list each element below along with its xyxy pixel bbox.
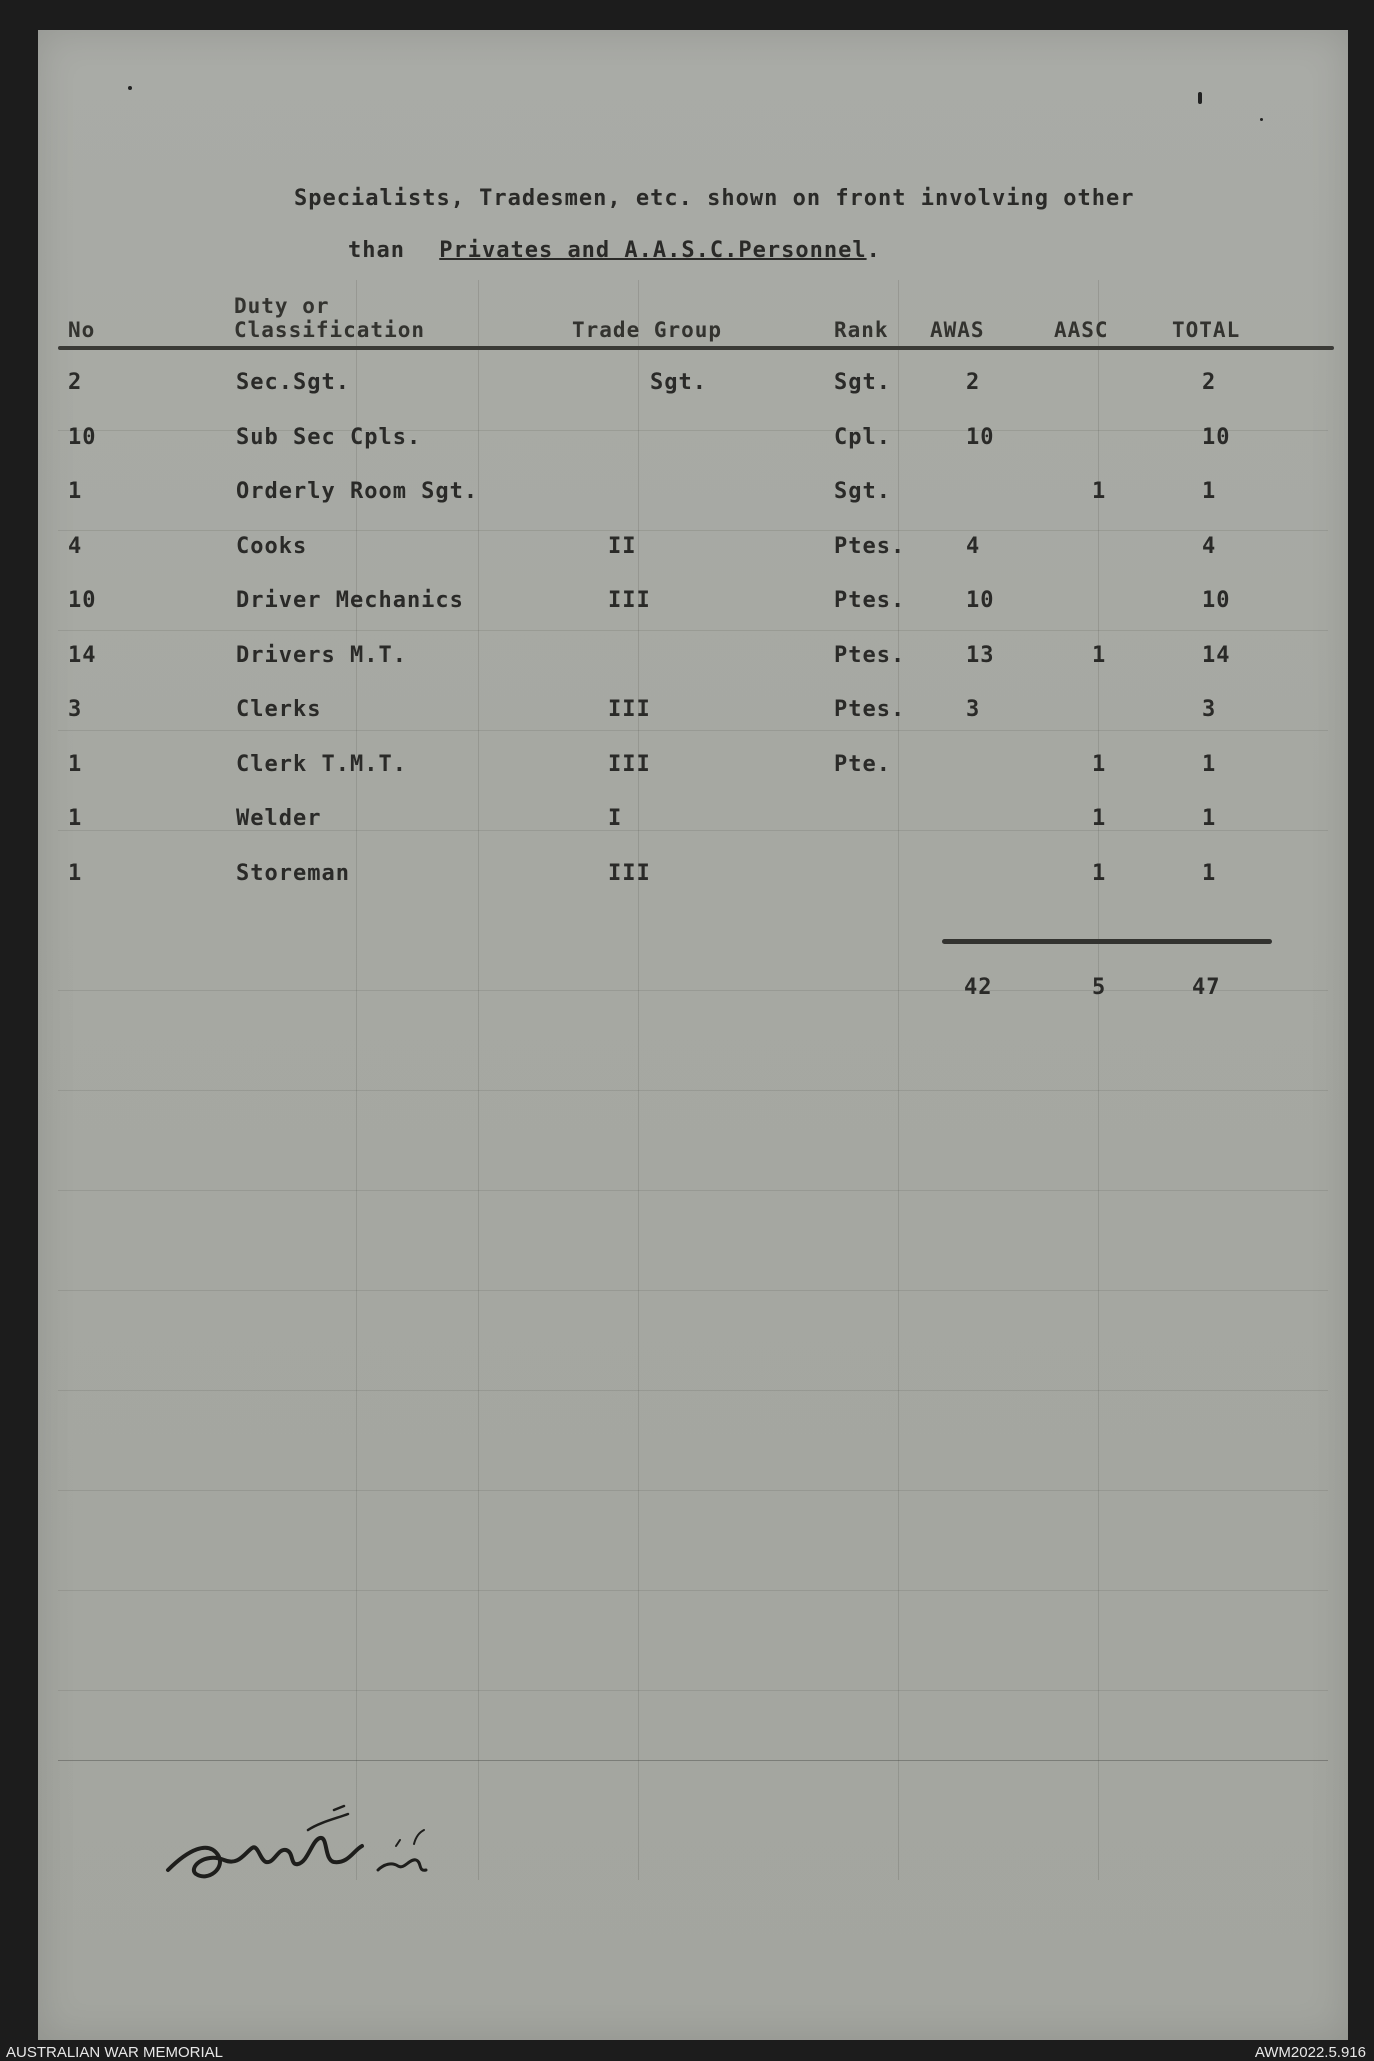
cell-total: 4 xyxy=(1202,533,1217,559)
total-aasc: 5 xyxy=(1092,975,1107,1000)
cell-rank: Cpl. xyxy=(834,424,891,450)
cell-trade-group: III xyxy=(608,588,651,613)
handwritten-signature xyxy=(148,1800,488,1910)
total-awas: 42 xyxy=(964,975,993,1000)
header-total: TOTAL xyxy=(1172,318,1241,342)
cell-duty: Sec.Sgt. xyxy=(236,370,350,395)
cell-total: 10 xyxy=(1202,424,1231,450)
cell-aasc: 1 xyxy=(1092,479,1107,504)
ghost-row-line xyxy=(58,630,1328,631)
cell-aasc: 1 xyxy=(1092,642,1107,668)
header-duty-line-1: Duty or xyxy=(234,294,330,318)
ghost-row-line xyxy=(58,1490,1328,1491)
title-line-2 xyxy=(348,238,881,263)
cell-total: 3 xyxy=(1202,697,1217,722)
cell-duty: Storeman xyxy=(236,860,350,886)
cell-total: 14 xyxy=(1202,642,1231,668)
ghost-column-line xyxy=(356,280,357,1880)
cell-duty: Driver Mechanics xyxy=(236,588,464,613)
title-line-2-prefix: than xyxy=(348,238,405,263)
cell-awas: 3 xyxy=(966,697,981,722)
title-line-2-underlined: Privates and A.A.S.C.Personnel xyxy=(439,238,867,263)
cell-awas: 2 xyxy=(966,370,981,395)
cell-duty: Clerks xyxy=(236,697,322,722)
cell-no: 4 xyxy=(68,533,83,559)
ghost-column-line xyxy=(1098,280,1099,1880)
ghost-row-line xyxy=(58,1690,1328,1691)
cell-aasc: 1 xyxy=(1092,860,1107,886)
cell-total: 1 xyxy=(1202,806,1217,831)
cell-rank: Ptes. xyxy=(834,533,906,559)
cell-duty: Orderly Room Sgt. xyxy=(236,479,479,504)
cell-no: 14 xyxy=(68,642,97,668)
document-page xyxy=(38,30,1348,2040)
cell-no: 1 xyxy=(68,860,83,886)
ink-mark xyxy=(1198,92,1202,104)
cell-awas: 10 xyxy=(966,588,995,613)
ghost-row-line xyxy=(58,1290,1328,1291)
cell-aasc: 1 xyxy=(1092,751,1107,777)
footer-source-label: AUSTRALIAN WAR MEMORIAL xyxy=(6,2044,223,2061)
cell-duty: Cooks xyxy=(236,533,308,559)
header-aasc: AASC xyxy=(1054,318,1109,342)
header-no: No xyxy=(68,318,96,342)
header-awas: AWAS xyxy=(930,318,985,342)
title-line-2-suffix: . xyxy=(866,238,881,263)
cell-trade-group: I xyxy=(608,806,623,831)
ghost-row-line xyxy=(58,1390,1328,1391)
title-line-1: Specialists, Tradesmen, etc. shown on front involving other xyxy=(294,186,1135,211)
ghost-column-line xyxy=(898,280,899,1880)
footer-reference-label: AWM2022.5.916 xyxy=(1254,2044,1366,2061)
cell-trade-group: III xyxy=(608,860,651,886)
form-bottom-rule xyxy=(58,1760,1328,1761)
totals-rule xyxy=(942,939,1272,944)
cell-rank: Ptes. xyxy=(834,588,906,613)
header-rule xyxy=(58,346,1334,350)
total-total: 47 xyxy=(1192,975,1221,1000)
cell-no: 1 xyxy=(68,806,83,831)
cell-total: 1 xyxy=(1202,751,1217,777)
ghost-row-line xyxy=(58,1090,1328,1091)
ghost-column-line xyxy=(638,280,639,1880)
cell-duty: Drivers M.T. xyxy=(236,642,407,668)
cell-rank: Ptes. xyxy=(834,697,906,722)
ink-mark xyxy=(128,86,132,90)
ghost-row-line xyxy=(58,1590,1328,1591)
cell-rank: Sgt. xyxy=(834,479,891,504)
ghost-column-line xyxy=(478,280,479,1880)
ink-mark xyxy=(1260,118,1263,121)
cell-trade-group: III xyxy=(608,697,651,722)
cell-rank: Pte. xyxy=(834,751,891,777)
header-rank: Rank xyxy=(834,318,889,342)
cell-no: 3 xyxy=(68,697,83,722)
header-trade-group: Trade Group xyxy=(572,318,723,342)
cell-no: 10 xyxy=(68,588,97,613)
cell-duty: Clerk T.M.T. xyxy=(236,751,407,777)
ghost-row-line xyxy=(58,990,1328,991)
cell-no: 10 xyxy=(68,424,97,450)
ghost-row-line xyxy=(58,730,1328,731)
cell-rank: Ptes. xyxy=(834,642,906,668)
cell-total: 1 xyxy=(1202,860,1217,886)
cell-aasc: 1 xyxy=(1092,806,1107,831)
cell-no: 2 xyxy=(68,370,83,395)
cell-no: 1 xyxy=(68,479,83,504)
cell-duty: Sub Sec Cpls. xyxy=(236,424,422,450)
header-duty-line-2: Classification xyxy=(234,318,426,342)
cell-trade-group: III xyxy=(608,751,651,777)
cell-total: 1 xyxy=(1202,479,1217,504)
cell-awas: 10 xyxy=(966,424,995,450)
cell-total: 10 xyxy=(1202,588,1231,613)
cell-duty: Welder xyxy=(236,806,322,831)
cell-trade-group: II xyxy=(608,533,637,559)
cell-awas: 4 xyxy=(966,533,981,559)
ghost-row-line xyxy=(58,1190,1328,1191)
cell-trade-group: Sgt. xyxy=(650,370,707,395)
ghost-row-line xyxy=(58,530,1328,531)
cell-awas: 13 xyxy=(966,642,995,668)
cell-rank: Sgt. xyxy=(834,370,891,395)
cell-total: 2 xyxy=(1202,370,1217,395)
cell-no: 1 xyxy=(68,751,83,777)
